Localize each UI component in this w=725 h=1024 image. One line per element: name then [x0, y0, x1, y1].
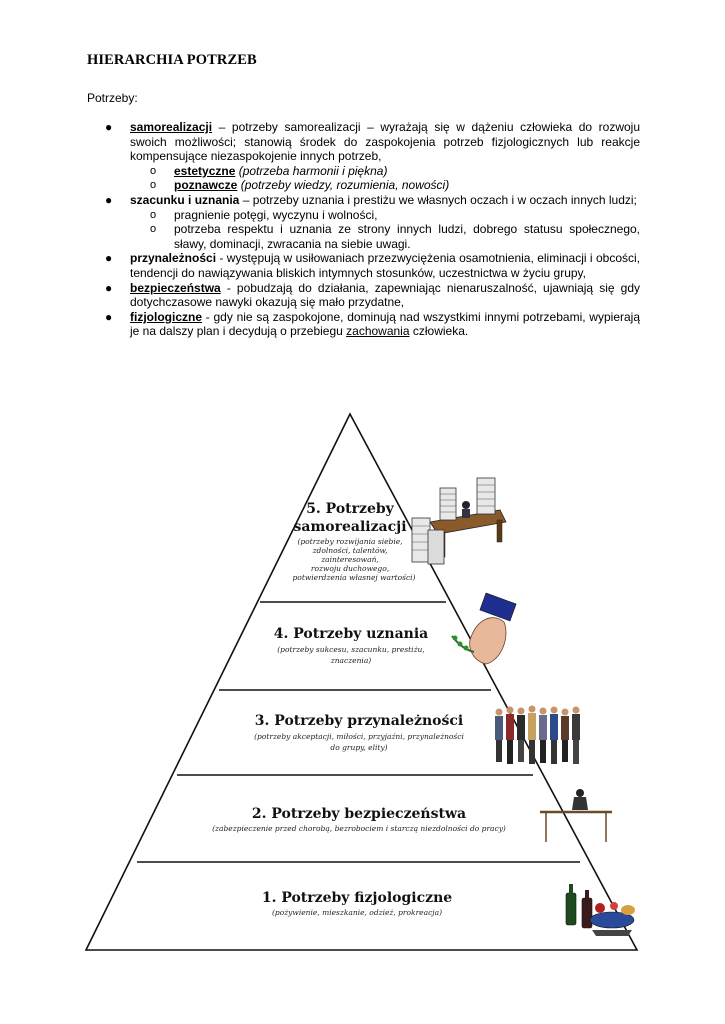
bullet-icon: ● [105, 120, 113, 134]
level5-title-line1: 5. Potrzeby [306, 501, 394, 517]
term-esteem: szacunku i uznania [130, 192, 240, 207]
level4-sub-2: znaczenia) [330, 656, 372, 665]
level1-sub-1: (pożywienie, mieszkanie, odzież, prokreacja) [271, 908, 443, 917]
term-cognitive: poznawcze [174, 178, 238, 193]
pyramid-level-4 [274, 626, 428, 665]
level2-sub-1: (zabezpieczenie przed chorobą, bezrobociem i starczą niezdolności do pracy) [212, 824, 506, 833]
level5-sub-5: potwierdzenia własnej wartości) [292, 573, 416, 582]
level5-title-line2: samorealizacji [293, 519, 407, 535]
item-text: - występują w usiłowaniach przezwyciężenia osamotnienia, eliminacji i obcości, tendencji do nawiązywania bliskich intymnych stosunków, uczestnictwa w życiu grupy, [130, 251, 640, 280]
level5-sub-4: rozwoju duchowego, [310, 564, 390, 573]
level4-sub-1: (potrzeby sukcesu, szacunku, prestiżu, [277, 645, 425, 654]
bullet-icon: ● [105, 192, 113, 207]
safety-figure-illustration [540, 789, 612, 842]
circle-bullet-icon: o [150, 208, 157, 221]
level4-title: 4. Potrzeby uznania [273, 626, 429, 642]
intro-text: Potrzeby: [87, 91, 138, 105]
pyramid-level-2 [212, 806, 506, 833]
level5-sub-1: (potrzeby rozwijania siebie, [297, 537, 403, 546]
sub-item-text: potrzeba respektu i uznania ze strony innych ludzi, dobrego statusu społecznego, sławy, dominacji, zwracania na siebie uwagi. [174, 222, 640, 251]
pyramid-level-3 [254, 713, 464, 752]
term-physiological: fizjologiczne [130, 309, 202, 324]
bullet-icon: ● [105, 280, 113, 295]
item-text: - pobudzają do działania, zapewniając nienaruszalność, ujawniają się gdy dotychczasowe nawyki okazują się mało przydatne, [130, 280, 640, 310]
term-aesthetic: estetyczne [174, 163, 236, 178]
hand-award-illustration [452, 593, 516, 664]
sub-item-text: pragnienie potęgi, wyczynu i wolności, [174, 207, 378, 222]
sub-item-text: (potrzeby wiedzy, rozumienia, nowości) [237, 178, 450, 193]
term-belonging: przynależności [130, 251, 217, 266]
item-text-end: człowieka. [409, 324, 469, 339]
level3-sub-1: (potrzeby akceptacji, miłości, przyjaźni, przynależności [254, 732, 464, 741]
circle-bullet-icon: o [150, 179, 157, 192]
item-text: - gdy nie są zaspokojone, dominują nad wszystkimi innymi potrzebami, wypierają je na dalszy plan i decydują o przebiegu [130, 309, 640, 339]
level5-sub-3: zainteresowań, [321, 555, 379, 564]
level2-title: 2. Potrzeby bezpieczeństwa [251, 806, 467, 822]
pyramid-level-1 [262, 890, 452, 917]
behavior-link[interactable]: zachowania [346, 324, 410, 339]
desk-papers-illustration [412, 478, 506, 564]
bullet-icon: ● [105, 309, 113, 324]
circle-bullet-icon: o [150, 223, 157, 236]
sub-item-text: (potrzeba harmonii i piękna) [235, 163, 388, 178]
item-text: – potrzeby uznania i prestiżu we własnych oczach i w oczach innych ludzi; [239, 192, 637, 207]
circle-bullet-icon: o [150, 164, 157, 177]
level3-title: 3. Potrzeby przynależności [254, 713, 464, 729]
level5-sub-2: zdolności, talentów, [312, 546, 388, 555]
pyramid-level-5 [293, 501, 416, 582]
pyramid-outline [86, 414, 637, 950]
bullet-icon: ● [105, 251, 113, 266]
term-self-actualization: samorealizacji [130, 120, 213, 134]
page-title: HIERARCHIA POTRZEB [87, 52, 257, 68]
item-text: – potrzeby samorealizacji – wyrażają się w dążeniu człowieka do rozwoju swoich możliwości; stanowią środek do zaspokojenia potrzeb fizjologicznych lub reakcje kompensujące niezaspokojenie innych potrzeb, [130, 120, 640, 164]
level3-sub-2: do grupy, elity) [330, 743, 388, 752]
term-safety: bezpieczeństwa [130, 280, 221, 295]
people-group-illustration [495, 706, 580, 765]
level1-title: 1. Potrzeby fizjologiczne [261, 890, 453, 906]
